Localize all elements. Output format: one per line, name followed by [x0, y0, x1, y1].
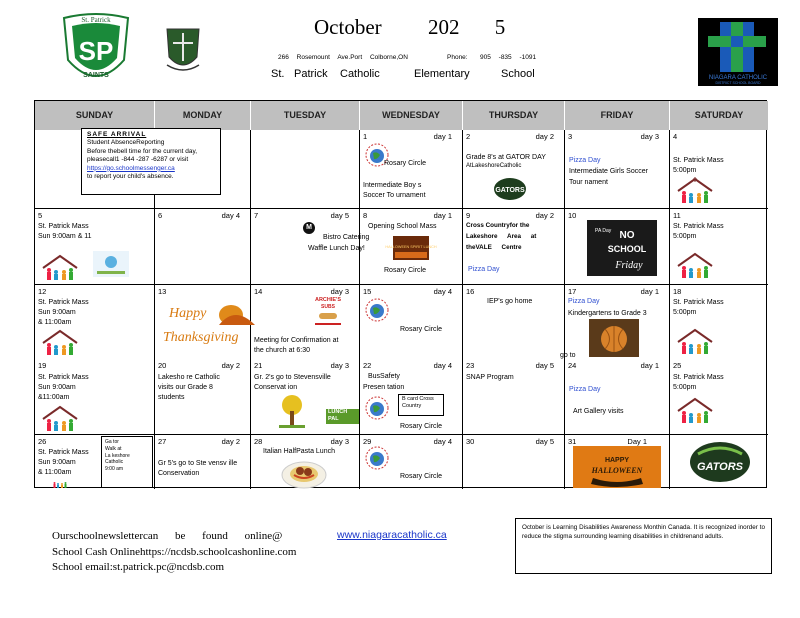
event-text: Intermediate Girls Soccer — [569, 168, 648, 175]
event-text: the church at 6:30 — [254, 347, 311, 354]
halloween-text: HAPPY — [604, 457, 630, 464]
event-text: Bistro Catering — [323, 234, 370, 241]
date-number: 5 — [38, 211, 43, 220]
event-text: Gr. 2's go to Stevensville — [254, 374, 331, 381]
date-number: 29 — [363, 437, 372, 446]
church-family-icon — [674, 328, 716, 356]
church-family-icon — [39, 475, 81, 489]
date-number: 7 — [254, 211, 259, 220]
event-text: &11:00am — [38, 394, 70, 401]
date-number: 11 — [673, 211, 681, 220]
event-text: Rosary Circle — [400, 326, 443, 333]
event-text: IEP's go home — [487, 298, 533, 305]
event-text: go to — [560, 352, 576, 359]
date-number: 15 — [363, 287, 372, 296]
gators-logo-icon — [493, 177, 527, 201]
safe-arrival-line: Before thebell time for the current day, — [87, 147, 198, 155]
weekday-header-sunday: SUNDAY — [35, 101, 155, 130]
school-name-word: St. — [271, 68, 285, 80]
weekday-header-tuesday: TUESDAY — [251, 101, 360, 130]
note-text: Walk at — [105, 445, 122, 452]
event-text: Sun 9:00am — [38, 459, 76, 466]
church-family-icon — [39, 329, 81, 357]
day-cycle: day 3 — [640, 132, 659, 141]
calendar-cell-oct-14-21 — [251, 285, 360, 435]
calendar-cell-oct-10 — [565, 209, 670, 285]
date-number: 18 — [673, 287, 682, 296]
calendar-header — [0, 0, 800, 100]
rosary-globe-icon — [364, 297, 390, 323]
weekday-header-saturday: SATURDAY — [670, 101, 768, 130]
calendar-cell-oct-13-20 — [155, 285, 251, 435]
event-text: Italian HalfPasta Lunch — [263, 448, 335, 455]
event-text: Opening School Mass — [368, 223, 437, 230]
date-number: 8 — [363, 211, 368, 220]
logo-bottom-text: SAINTS — [83, 72, 109, 79]
event-text: Waffle Lunch Day! — [308, 245, 365, 252]
calendar-cell-oct-7 — [251, 209, 370, 285]
note-text: La keshore — [105, 452, 130, 459]
event-text: 5:00pm — [673, 309, 697, 316]
gators-logo-icon — [688, 440, 752, 484]
absence-reporting-link[interactable]: https://go.schoolmessenger.ca — [87, 164, 175, 172]
calendar-cell-oct-30 — [463, 435, 565, 489]
date-number: 12 — [38, 287, 47, 296]
event-text: St. Patrick Mass — [673, 223, 724, 230]
event-text: St. Patrick Mass — [38, 299, 89, 306]
date-number: 26 — [38, 437, 47, 446]
date-number: 27 — [158, 437, 167, 446]
event-text: Sun 9:00am — [38, 309, 76, 316]
thanksgiving-text: Thanksgiving — [163, 330, 239, 345]
day-cycle: day 2 — [535, 132, 554, 141]
safe-arrival-notice — [81, 128, 221, 195]
day-cycle: day 2 — [535, 211, 554, 220]
date-number: 16 — [466, 287, 475, 296]
event-text: & 11:00am — [38, 319, 72, 326]
event-text: SNAP Program — [466, 374, 514, 381]
calendar-year: 202 5 — [428, 15, 506, 39]
calendar-cell-oct-15-22 — [360, 285, 463, 435]
event-text: theVALE Centre — [466, 244, 522, 251]
school-crest-icon — [163, 25, 203, 75]
date-number: 19 — [38, 361, 47, 370]
happy-thanksgiving-image — [159, 295, 259, 355]
event-text: Art Gallery visits — [573, 408, 624, 415]
logo-top-text: St. Patrick — [81, 16, 111, 24]
rosary-globe-icon — [364, 445, 390, 471]
lunch-pal-logo: LUNCH PAL — [326, 409, 359, 424]
weekday-header-friday: FRIDAY — [565, 101, 670, 130]
event-text: 5:00pm — [673, 384, 697, 391]
note-text: B card Cross — [402, 396, 434, 402]
weekday-header-thursday: THURSDAY — [463, 101, 565, 130]
day-cycle: day 4 — [221, 211, 240, 220]
event-text: St. Patrick Mass — [673, 374, 724, 381]
day-cycle: day 4 — [433, 361, 452, 370]
event-text: Rosary Circle — [400, 473, 443, 480]
date-number: 3 — [568, 132, 573, 141]
school-cash-text: School Cash Onlinehttps://ncdsb.schoolcashonline.com — [52, 545, 297, 558]
event-text: Pizza Day — [568, 298, 600, 305]
halloween-lunch-text: HALLOWEEN SPIRIT LUNCH — [385, 245, 437, 249]
calendar-cell-oct-27 — [155, 435, 251, 489]
church-family-icon — [39, 405, 81, 433]
archies-text: SUBS — [321, 304, 335, 310]
bistro-logo-icon: M — [303, 222, 315, 234]
day-cycle: day 1 — [640, 287, 659, 296]
event-text: Rosary Circle — [400, 423, 443, 430]
calendar-cell-empty — [251, 130, 360, 209]
event-text: Conservation — [158, 470, 200, 477]
date-number: 28 — [254, 437, 263, 446]
conservation-tree-icon — [275, 393, 309, 429]
ncdsb-logo-sub: DISTRICT SCHOOL BOARD — [715, 81, 761, 85]
happy-halloween-image — [573, 446, 661, 488]
calendar-cell-oct-11 — [670, 209, 768, 285]
event-text: visits our Grade 8 — [158, 384, 213, 391]
event-text: Conservat ion — [254, 384, 298, 391]
footer-info — [52, 529, 296, 576]
newsletter-text: Ourschoolnewslettercan be found online@ — [52, 530, 283, 542]
safe-arrival-line: Student AbsenceReporting — [87, 139, 165, 147]
ld-awareness-notice: October is Learning Disabilities Awareness Monthin Canada. It is recognized inorder to reduce the stigma surrounding learning disabilities in childrenand adults. — [515, 518, 772, 574]
calendar-cell-oct-9 — [463, 209, 565, 285]
day-cycle: day 5 — [535, 437, 554, 446]
weekday-header-monday: MONDAY — [155, 101, 251, 130]
event-text: students — [158, 394, 185, 401]
day-cycle: day 4 — [433, 287, 452, 296]
day-cycle: day 3 — [330, 437, 349, 446]
event-text: Rosary Circle — [384, 160, 427, 167]
event-text: St. Patrick Mass — [38, 374, 89, 381]
event-text: 5:00pm — [673, 167, 697, 174]
event-text: Rosary Circle — [384, 267, 427, 274]
event-text: Kindergartens to Grade 3 — [568, 310, 647, 317]
event-text: Pizza Day — [468, 266, 500, 273]
calendar-cell-oct-29 — [360, 435, 463, 489]
pa-day-no-school-image — [587, 220, 657, 276]
ncdsb-logo-text: NIAGARA CATHOLIC — [708, 75, 768, 81]
day-cycle: day 2 — [221, 437, 240, 446]
calendar-cell-oct-12-19 — [35, 285, 155, 435]
event-text: & 11:00am — [38, 469, 72, 476]
event-text: BusSafety — [368, 373, 400, 380]
event-text: 5:00pm — [673, 233, 697, 240]
event-text: Soccer To urnament — [363, 192, 426, 199]
calendar-cell-oct-16-23 — [463, 285, 565, 435]
date-number: 1 — [363, 132, 368, 141]
calendar-cell-oct-17-24 — [560, 285, 670, 435]
day-cycle: day 5 — [330, 211, 349, 220]
event-text: Meeting for Confirmation at — [254, 337, 339, 344]
event-text: Sun 9:00am & 11 — [38, 233, 92, 240]
date-number: 4 — [673, 132, 678, 141]
archies-subs-logo-icon — [311, 293, 345, 329]
safe-arrival-title: SAFE ARRIVAL — [87, 131, 147, 138]
pa-day-sign-text: Friday — [615, 260, 643, 271]
pa-day-sign-text: NO — [619, 230, 635, 241]
niagara-catholic-logo — [698, 18, 778, 86]
day-cycle: day 2 — [221, 361, 240, 370]
gator-walk-note — [101, 436, 153, 488]
calendar-cell-oct-2 — [463, 130, 565, 209]
halloween-lunch-image — [385, 236, 437, 260]
event-text: St. Patrick Mass — [673, 299, 724, 306]
date-number: 2 — [466, 132, 471, 141]
school-address: 266 Rosemount Ave.Port Colborne,ON — [278, 54, 408, 61]
event-text: Lakeshore Area at — [466, 233, 537, 240]
date-number: 24 — [568, 361, 577, 370]
event-text: Gr 5's go to Ste vensv ille — [158, 460, 238, 467]
date-number: 23 — [466, 361, 475, 370]
event-text: Presen tation — [363, 384, 405, 391]
church-family-icon — [674, 252, 716, 280]
school-phone: 905 -835 -1091 — [480, 54, 537, 61]
cross-country-note — [398, 394, 444, 416]
event-text: Lakesho re Catholic — [158, 374, 220, 381]
pumpkin-farm-image — [589, 319, 639, 357]
note-text: Country — [402, 403, 422, 410]
school-name-word: Catholic — [340, 68, 380, 80]
day-cycle: day 1 — [640, 361, 659, 370]
calendar-cell-oct-6 — [155, 209, 251, 285]
date-number: 9 — [466, 211, 471, 220]
calendar-cell-oct-4 — [670, 130, 768, 209]
archies-text: ARCHIE'S — [314, 297, 342, 303]
note-text: Ga tor — [105, 439, 119, 445]
calendar-cell-gators — [670, 435, 768, 489]
day-cycle: day 4 — [433, 437, 452, 446]
date-number: 10 — [568, 211, 577, 220]
event-text: Pizza Day — [569, 157, 601, 164]
day-cycle: day 3 — [330, 287, 349, 296]
pa-day-sign-text: SCHOOL — [607, 244, 647, 254]
calendar-cell-oct-28 — [251, 435, 360, 489]
date-number: 31 — [568, 437, 577, 446]
school-name-word: School — [501, 68, 535, 80]
date-number: 6 — [158, 211, 163, 220]
school-email-text: School email:st.patrick.pc@ncdsb.com — [52, 561, 225, 574]
event-text: Pizza Day — [569, 386, 601, 393]
church-family-icon — [674, 177, 716, 205]
gators-text: GATORS — [495, 187, 525, 194]
date-number: 30 — [466, 437, 475, 446]
event-text: Tour nament — [569, 179, 608, 186]
event-text: Grade 8's at GATOR DAY — [466, 154, 546, 161]
date-number: 14 — [254, 287, 263, 296]
calendar-cell-oct-3 — [565, 130, 670, 209]
safe-arrival-line: to report your child's absence. — [87, 173, 174, 181]
calendar-cell-oct-31 — [565, 435, 670, 489]
day-cycle: Day 1 — [627, 437, 647, 446]
day-cycle: day 5 — [535, 361, 554, 370]
calendar-cell-oct-8 — [360, 209, 463, 285]
st-patrick-saints-logo — [62, 12, 130, 88]
phone-label: Phone: — [447, 54, 468, 61]
calendar-month: October — [314, 15, 382, 39]
world-teachers-day-icon — [93, 251, 129, 277]
day-cycle: day 1 — [433, 211, 452, 220]
calendar-cell-oct-18-25 — [670, 285, 768, 435]
event-text: Sun 9:00am — [38, 384, 76, 391]
school-name-word: Elementary — [414, 68, 470, 80]
logo-letters: SP — [78, 36, 114, 66]
event-text: AtLakeshoreCatholic — [466, 163, 522, 169]
calendar-cell-oct-26 — [35, 435, 155, 489]
event-text: St. Patrick Mass — [673, 157, 724, 164]
event-text: St. Patrick Mass — [38, 223, 89, 230]
date-number: 17 — [568, 287, 577, 296]
halloween-text: HALLOWEEN — [591, 466, 643, 475]
date-number: 21 — [254, 361, 263, 370]
safe-arrival-line: pleasecall1 -844 -287 -6287 or visit — [87, 156, 189, 164]
pa-day-sign-text: PA Day — [595, 228, 612, 234]
note-text: Catholic — [105, 459, 124, 466]
church-family-icon — [39, 254, 81, 282]
gators-text: GATORS — [696, 461, 744, 473]
thanksgiving-text: Happy — [169, 306, 207, 321]
niagara-catholic-link[interactable]: www.niagaracatholic.ca — [337, 529, 447, 541]
rosary-globe-icon — [364, 395, 390, 421]
event-text: St. Patrick Mass — [38, 449, 89, 456]
day-cycle: day 1 — [433, 132, 452, 141]
event-text: Cross Countryfor the — [466, 222, 530, 229]
school-name-word: Patrick — [294, 68, 328, 80]
event-text: Intermediate Boy s — [363, 182, 422, 189]
date-number: 25 — [673, 361, 682, 370]
date-number: 22 — [363, 361, 372, 370]
date-number: 20 — [158, 361, 167, 370]
church-family-icon — [674, 397, 716, 425]
spaghetti-plate-image — [281, 457, 327, 489]
note-text: 9:00 am — [105, 466, 124, 472]
weekday-header-wednesday: WEDNESDAY — [360, 101, 463, 130]
date-number: 13 — [158, 287, 167, 296]
calendar-cell-oct-5 — [35, 209, 155, 285]
day-cycle: day 3 — [330, 361, 349, 370]
calendar-cell-oct-1 — [360, 130, 463, 209]
